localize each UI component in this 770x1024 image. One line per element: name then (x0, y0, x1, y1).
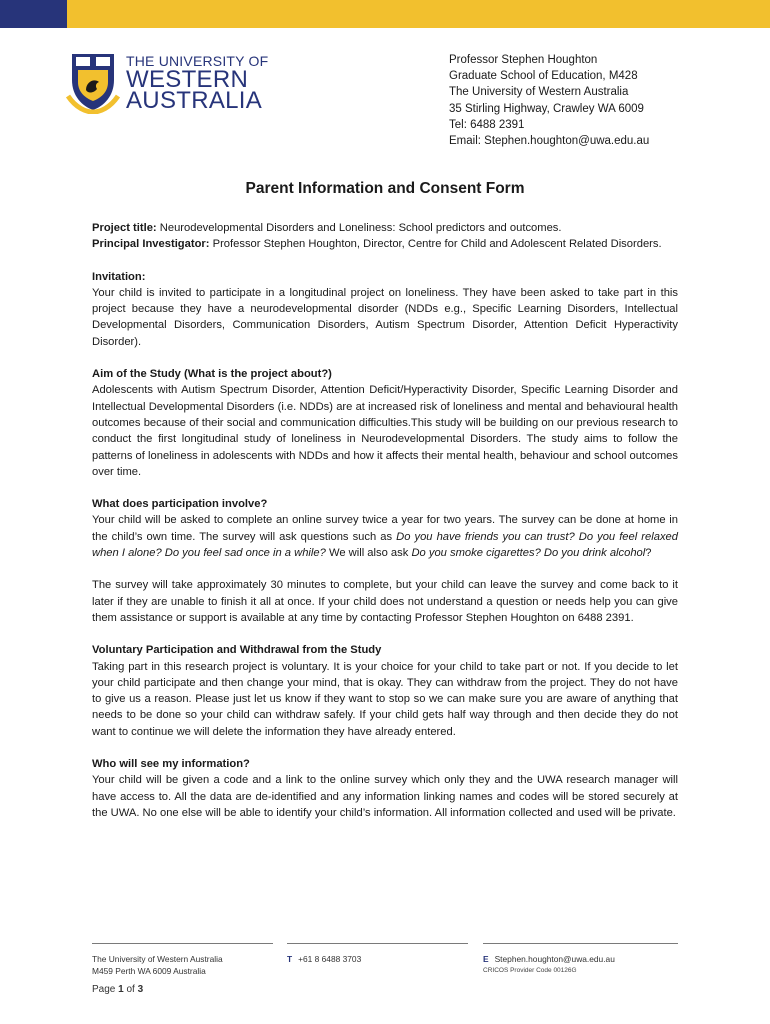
contact-address-block (449, 52, 649, 149)
wordmark-line-3: AUSTRALIA (126, 87, 263, 114)
aim-text: Adolescents with Autism Spectrum Disorder, Attention Deficit/Hyperactivity Disorder, Specific Learning Disorder and Intellectual Developmental Disorders (i.e. NDDs) are at increased risk of loneliness and mental and behavioural health outcomes because of their social and communication difficulties.This study will be building on our previous research to conduct the first longitudinal study of loneliness in Neurodevelopmental Disorders. The study aims to follow the patterns of loneliness in adolescents with NDDs and how it affects their mental health, behaviour and school outcomes over time. (92, 384, 678, 478)
header-bar-navy (0, 0, 67, 28)
footer-email-link[interactable]: Stephen.houghton@uwa.edu.au (494, 954, 615, 964)
privacy-heading: Who will see my information? (92, 758, 250, 771)
address-line: Email: Stephen.houghton@uwa.edu.au (449, 135, 650, 148)
aim-heading: Aim of the Study (What is the project about?) (92, 368, 332, 381)
footer-email: E Stephen.houghton@uwa.edu.au CRICOS Provider Code 00126G (483, 953, 615, 977)
address-line: Tel: 6488 2391 (449, 118, 525, 131)
example-questions: Do you have friends you can trust? Do you feel relaxed when I alone? Do you feel sad once in a while? (92, 530, 678, 560)
project-title-line (92, 220, 678, 236)
principal-investigator-label: Principal Investigator: (92, 238, 210, 251)
example-questions-2: Do you smoke cigarettes? Do you drink alcohol (411, 547, 646, 560)
wordmark-line-2: WESTERN (126, 66, 249, 93)
invitation-heading: Invitation: (92, 270, 146, 283)
voluntary-heading: Voluntary Participation and Withdrawal from the Study (92, 644, 382, 657)
participation-text-2: The survey will take approximately 30 minutes to complete, but your child can leave the survey and come back to it later if they are unable to finish it all at once. If your child does not understand a question or needs help you can give them assistance or support is available at any time by contacting Professor Stephen Houghton on 6488 2391. (92, 579, 678, 624)
page-title: Parent Information and Consent Form (245, 180, 525, 197)
cricos-code: CRICOS Provider Code 00126G (483, 967, 577, 974)
invitation-text: Your child is invited to participate in a longitudinal project on loneliness. They have been asked to take part in this project because they have a neurodevelopmental disorder (NDDs e.g., Specific Learning Disorders, Intellectual Developmental Disorders, Communication Disorders, Autism Spectrum Disorder, Attention Deficit Hyperactivity Disorder). (92, 286, 678, 348)
participation-text: Your child will be asked to complete an online survey twice a year for two years. The survey can be done at home in the child’s own time. The survey will ask questions such as Do you have friends you can trust? Do you feel relaxed when I alone? Do you feel sad once in a while? We will also ask Do you smoke cigarettes? Do you drink alcohol? (92, 514, 678, 560)
footer-address: The University of Western Australia M459 Perth WA 6009 Australia (92, 954, 223, 976)
footer-divider (287, 943, 468, 944)
address-line: The University of Western Australia (449, 86, 629, 99)
address-line: Professor Stephen Houghton (449, 54, 598, 66)
project-title-label: Project title: (92, 222, 157, 234)
footer-phone: T +61 8 6488 3703 (287, 954, 362, 964)
footer-divider (483, 943, 678, 944)
header-bar-gold (67, 0, 770, 28)
university-wordmark (126, 53, 269, 114)
address-line: Graduate School of Education, M428 (449, 70, 638, 83)
address-line: 35 Stirling Highway, Crawley WA 6009 (449, 102, 644, 115)
principal-investigator-line (92, 236, 678, 252)
wordmark-line-1: THE UNIVERSITY OF (126, 53, 269, 69)
participation-heading: What does participation involve? (92, 498, 268, 511)
project-title-value: Neurodevelopmental Disorders and Loneliness: School predictors and outcomes. (156, 222, 562, 234)
page-number: Page 1 of 3 (92, 984, 144, 995)
privacy-text: Your child will be given a code and a link to the online survey which only they and the UWA research manager will have access to. All the data are de-identified and any information linking names and codes will be stored securely at the UWA. No one else will be able to identify your child’s information. All information collected and used will be private. (92, 774, 678, 819)
university-crest-icon (66, 52, 120, 114)
document-body (92, 220, 678, 821)
voluntary-text: Taking part in this research project is voluntary. It is your choice for your child to take part or not. If you decide to let your child participate and then change your mind, that is okay. They can withdraw from the project. They do not have to give us a reason. Please just let us know if they want to stop so we can make sure you are aware of anything that needs to be done so your child can withdraw safely. If your child gets half way through and then decide they do not want to continue we will delete the information they have already entered. (92, 660, 678, 738)
principal-investigator-value: Professor Stephen Houghton, Director, Centre for Child and Adolescent Related Disorders. (209, 238, 662, 251)
footer-divider (92, 943, 273, 944)
